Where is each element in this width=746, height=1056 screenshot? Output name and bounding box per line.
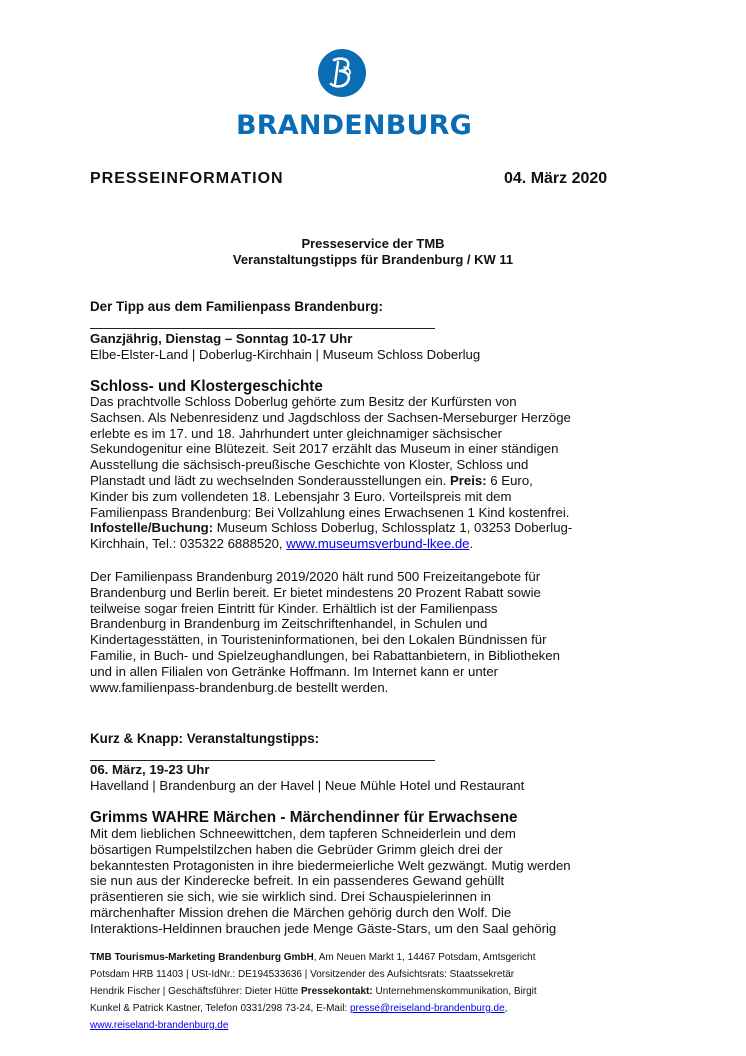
text-line <box>90 983 670 1000</box>
text-run: 6 Euro, <box>486 472 533 488</box>
text-run: Kirchhain, Tel.: 035322 6888520, <box>90 536 287 552</box>
text-line: präsentieren sie sich, wie sie wirklich sind. Drei Schauspielerinnen in <box>90 889 491 905</box>
text-line <box>90 949 670 966</box>
price-label: Preis: <box>449 472 487 488</box>
intro-line-1: Presseservice der TMB <box>301 236 445 251</box>
text-line: und in allen Filialen von Getränke Hoffmann. Im Internet kann er unter <box>90 663 499 679</box>
text-line: Kindertagesstätten, in Touristeninformationen, bei den Lokalen Bündnissen für <box>90 632 547 648</box>
company-name: TMB Tourismus-Marketing Brandenburg GmbH <box>90 952 314 963</box>
document-type-title: PRESSEINFORMATION <box>90 170 284 187</box>
text-line: Ausstellung die sächsisch-preußische Geschichte von Kloster, Schloss und <box>90 457 529 473</box>
text-line: Brandenburg und Berlin bereit. Er bietet mindestens 20 Prozent Rabatt sowie <box>90 584 541 600</box>
text-line: Familie, in Buch- und Spielzeughandlungen, bei Rabattanbietern, in Bibliotheken <box>90 647 560 663</box>
text-line <box>90 520 665 536</box>
text-line: bekanntesten Protagonisten in ihre biedermeierliche Welt gezwängt. Mutig werden <box>90 857 571 873</box>
tipp-title: Schloss- und Klostergeschichte <box>90 378 323 395</box>
text-line: erlebte es im 17. und 18. Jahrhundert unter gleichnamiger sächsischer <box>90 425 502 441</box>
text-run: . <box>469 536 474 552</box>
event-title: Grimms WAHRE Märchen - Märchendinner für Erwachsene <box>90 809 518 826</box>
website-link[interactable]: www.reiseland-brandenburg.de <box>90 1020 229 1031</box>
text-line <box>90 1000 670 1017</box>
text-line: Sachsen. Als Nebenresidenz und Jagdschloss der Sachsen-Merseburger Herzöge <box>90 409 571 425</box>
text-line: Mit dem lieblichen Schneewittchen, dem tapferen Schneiderlein und dem <box>90 826 516 841</box>
text-line: sie nun aus der Kinderecke befreit. In ein passenderes Gewand gehüllt <box>90 873 505 889</box>
text-line <box>90 1017 670 1034</box>
info-label: Infostelle/Buchung: <box>90 520 214 536</box>
logo-emblem-icon <box>317 48 367 98</box>
event-description <box>90 826 665 937</box>
divider <box>90 760 435 761</box>
text-run: Museum Schloss Doberlug, Schlossplatz 1, 03253 Doberlug- <box>213 520 573 536</box>
text-line: Interaktions-Heldinnen brauchen jede Menge Gäste-Stars, um den Saal gehörig <box>90 920 557 936</box>
footer-imprint <box>90 949 670 1034</box>
text-line: bösartigen Rumpelstilzchen haben die Gebrüder Grimm gleich drei der <box>90 841 503 857</box>
tipp-date-time: Ganzjährig, Dienstag – Sonntag 10-17 Uhr <box>90 331 353 346</box>
text-line: Sekundogenitur eine Blütezeit. Seit 2017 erzählt das Museum in einer ständigen <box>90 441 559 457</box>
text-run: , <box>504 1003 508 1014</box>
text-run: Planstadt und lädt zu wechselnden Sonderausstellungen ein. <box>90 472 450 488</box>
text-line <box>90 473 665 489</box>
text-line: www.familienpass-brandenburg.de bestellt werden. <box>90 679 389 695</box>
tipp-heading: Der Tipp aus dem Familienpass Brandenburg: <box>90 299 383 314</box>
text-run: Kunkel & Patrick Kastner, Telefon 0331/298 73-24, E-Mail: <box>90 1003 350 1014</box>
logo-wordmark: BRANDENBURG <box>236 110 472 141</box>
intro-line-2: Veranstaltungstipps für Brandenburg / KW 11 <box>232 252 514 267</box>
text-line: Kinder bis zum vollendeten 18. Lebensjahr 3 Euro. Vorteilspreis mit dem <box>90 488 512 504</box>
text-line: teilweise sogar freien Eintritt für Kinder. Erhältlich ist der Familienpass <box>90 600 498 616</box>
tipp-location: Elbe-Elster-Land | Doberlug-Kirchhain | Museum Schloss Doberlug <box>90 347 481 362</box>
familienpass-description <box>90 569 665 695</box>
museum-website-link[interactable]: www.museumsverbund-lkee.de <box>286 536 470 552</box>
text-line: Brandenburg in Brandenburg im Zeitschriftenhandel, in Schulen und <box>90 616 488 632</box>
text-line: Familienpass Brandenburg: Bei Vollzahlung eines Erwachsenen 1 Kind kostenfrei. <box>90 504 570 520</box>
event-location: Havelland | Brandenburg an der Havel | Neue Mühle Hotel und Restaurant <box>90 778 525 793</box>
text-line: Das prachtvolle Schloss Doberlug gehörte zum Besitz der Kurfürsten von <box>90 394 517 409</box>
press-email-link[interactable]: presse@reiseland-brandenburg.de <box>349 1003 505 1014</box>
text-line: märchenhafter Mission drehen die Märchen gehörig durch den Wolf. Die <box>90 904 512 920</box>
text-line: Der Familienpass Brandenburg 2019/2020 hält rund 500 Freizeitangebote für <box>90 569 541 584</box>
document-date: 04. März 2020 <box>504 170 608 187</box>
divider <box>90 328 435 329</box>
brandenburg-logo <box>236 48 472 141</box>
text-run: Hendrik Fischer | Geschäftsführer: Dieter Hütte <box>90 986 302 997</box>
text-line: Potsdam HRB 11403 | USt-IdNr.: DE194533636 | Vorsitzender des Aufsichtsrats: Staatssekretär <box>90 969 515 980</box>
text-run: Unternehmenskommunikation, Birgit <box>372 986 537 997</box>
tipp-description <box>90 394 665 552</box>
text-run: , Am Neuen Markt 1, 14467 Potsdam, Amtsgericht <box>313 952 536 963</box>
event-date-time: 06. März, 19-23 Uhr <box>90 762 210 777</box>
press-contact-label: Pressekontakt: <box>301 986 373 997</box>
kurz-heading: Kurz & Knapp: Veranstaltungstipps: <box>90 731 320 746</box>
text-line <box>90 536 665 552</box>
